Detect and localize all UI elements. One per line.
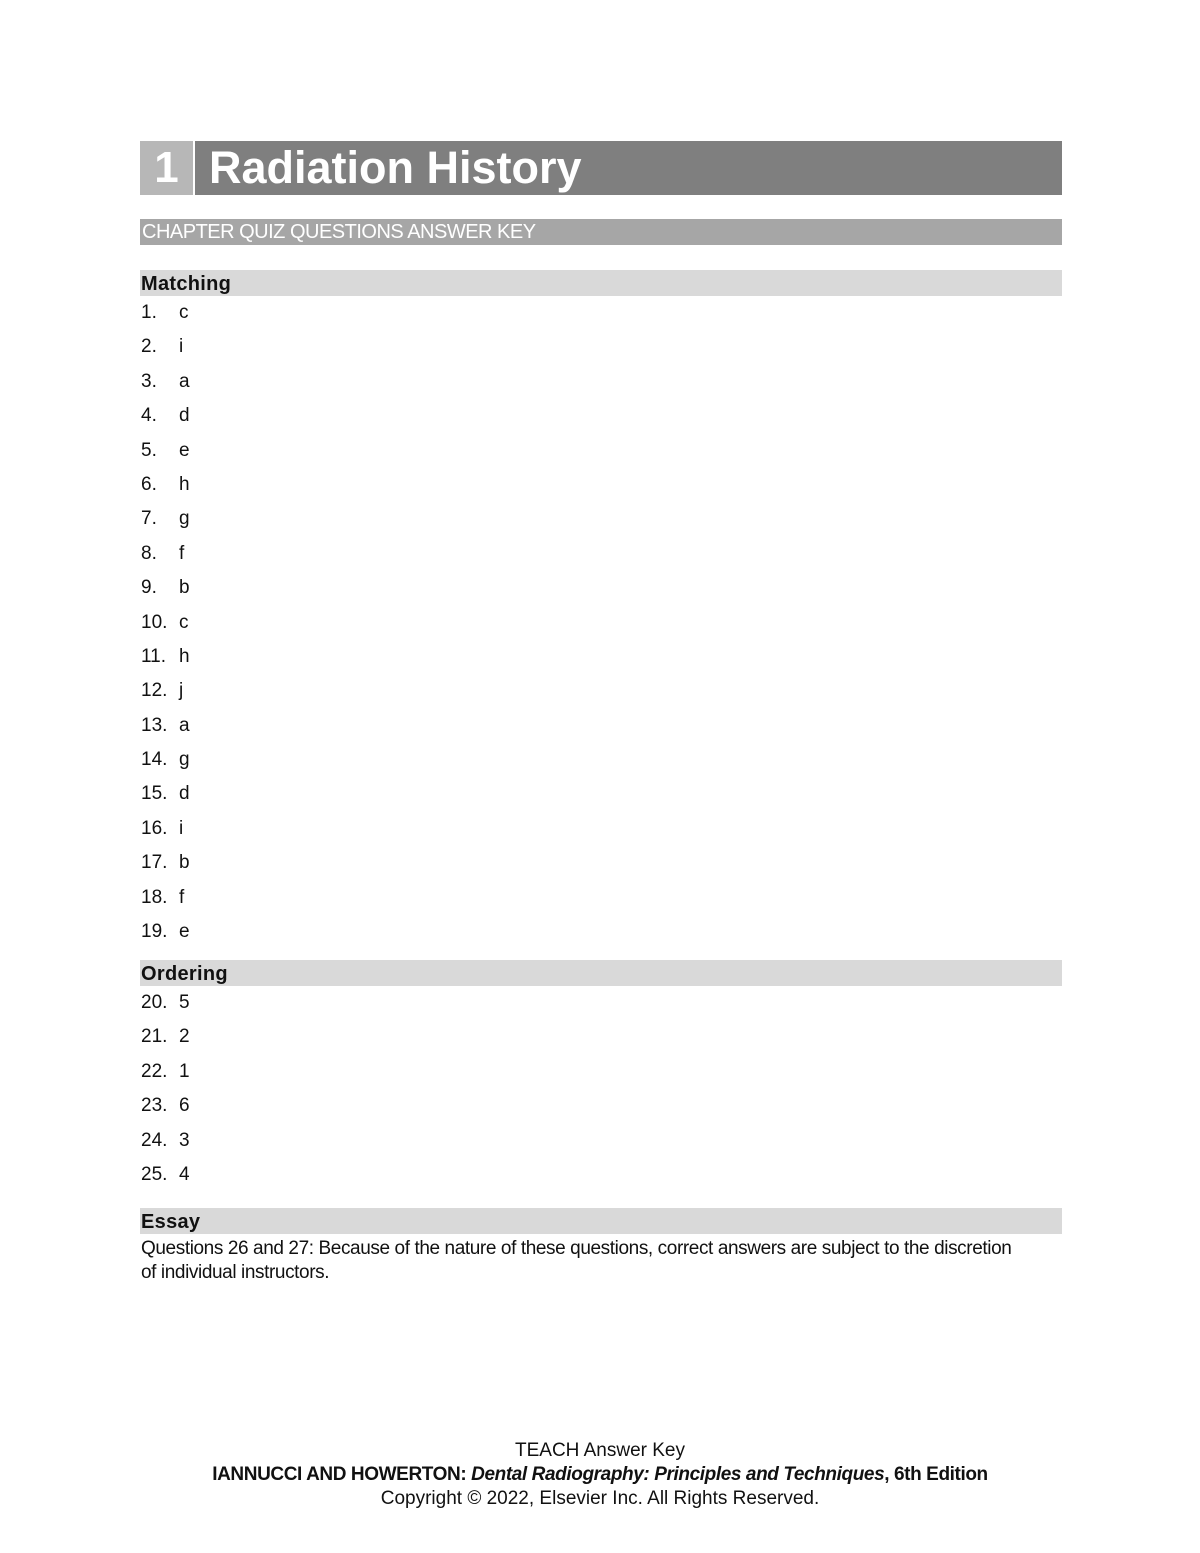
question-number: 9. <box>141 577 157 599</box>
matching-answer-item <box>140 468 1062 502</box>
essay-section <box>140 1208 1062 1285</box>
answer-value: d <box>179 783 190 805</box>
answer-key-subheader: CHAPTER QUIZ QUESTIONS ANSWER KEY <box>140 219 1062 245</box>
ordering-section <box>140 960 1062 1192</box>
matching-answer-item <box>140 296 1062 330</box>
footer-answer-key-label: TEACH Answer Key <box>515 1440 685 1461</box>
answer-value: 4 <box>179 1163 190 1185</box>
matching-answer-item <box>140 881 1062 915</box>
question-number: 24. <box>141 1129 168 1151</box>
answer-value: 3 <box>179 1129 190 1151</box>
question-number: 15. <box>141 783 168 805</box>
answer-value: a <box>179 714 190 736</box>
question-number: 10. <box>141 611 168 633</box>
question-number: 18. <box>141 886 168 908</box>
answer-value: b <box>179 852 190 874</box>
answer-value: 1 <box>179 1060 190 1082</box>
question-number: 4. <box>141 405 157 427</box>
footer-book-citation <box>0 1463 1200 1487</box>
question-number: 11. <box>141 645 167 667</box>
answer-value: h <box>179 645 190 667</box>
chapter-title: Radiation History <box>195 141 1062 195</box>
question-number: 13. <box>141 714 168 736</box>
question-number: 12. <box>141 680 168 702</box>
matching-answer-item <box>140 502 1062 536</box>
ordering-heading: Ordering <box>140 960 1062 986</box>
question-number: 16. <box>141 817 168 839</box>
answer-value: e <box>179 439 190 461</box>
footer-edition: , 6th Edition <box>884 1464 988 1485</box>
question-number: 3. <box>141 370 157 392</box>
footer-authors: IANNUCCI AND HOWERTON: <box>212 1464 472 1485</box>
answer-value: 6 <box>179 1095 190 1117</box>
matching-section <box>140 270 1062 949</box>
essay-heading: Essay <box>140 1208 1062 1234</box>
matching-answer-item <box>140 846 1062 880</box>
question-number: 8. <box>141 542 157 564</box>
chapter-number: 1 <box>140 141 193 195</box>
answer-value: a <box>179 370 190 392</box>
matching-answer-item <box>140 365 1062 399</box>
answer-value: 2 <box>179 1026 190 1048</box>
matching-answer-item <box>140 812 1062 846</box>
answer-value: h <box>179 473 190 495</box>
question-number: 2. <box>141 336 157 358</box>
matching-answer-item <box>140 434 1062 468</box>
answer-value: c <box>179 611 189 633</box>
question-number: 23. <box>141 1095 168 1117</box>
question-number: 6. <box>141 473 157 495</box>
ordering-answer-item <box>140 1055 1062 1089</box>
question-number: 1. <box>141 302 157 323</box>
matching-answer-item <box>140 640 1062 674</box>
ordering-answer-list <box>140 986 1062 1192</box>
matching-answer-item <box>140 674 1062 708</box>
ordering-answer-item <box>140 986 1062 1020</box>
answer-value: i <box>179 817 184 839</box>
ordering-answer-item <box>140 1158 1062 1192</box>
matching-answer-item <box>140 709 1062 743</box>
matching-answer-item <box>140 777 1062 811</box>
ordering-answer-item <box>140 1089 1062 1123</box>
question-number: 7. <box>141 508 157 530</box>
answer-value: j <box>179 680 184 702</box>
matching-answer-item <box>140 537 1062 571</box>
matching-answer-item <box>140 743 1062 777</box>
answer-value: d <box>179 405 190 427</box>
matching-answer-item <box>140 330 1062 364</box>
matching-answer-item <box>140 915 1062 949</box>
ordering-answer-item <box>140 1124 1062 1158</box>
question-number: 21. <box>141 1026 168 1048</box>
question-number: 25. <box>141 1163 168 1185</box>
question-number: 19. <box>141 921 168 943</box>
footer-book-title: Dental Radiography: Principles and Techniques <box>471 1464 885 1485</box>
chapter-header <box>140 141 1062 195</box>
answer-value: 5 <box>179 992 190 1013</box>
matching-answer-list <box>140 296 1062 949</box>
answer-value: e <box>179 921 190 943</box>
question-number: 5. <box>141 439 157 461</box>
answer-value: g <box>179 749 190 771</box>
footer-copyright: Copyright © 2022, Elsevier Inc. All Rights Reserved. <box>380 1488 820 1509</box>
question-number: 14. <box>141 749 168 771</box>
answer-value: f <box>179 886 185 908</box>
matching-heading: Matching <box>140 270 1062 296</box>
answer-value: b <box>179 577 190 599</box>
matching-answer-item <box>140 399 1062 433</box>
answer-value: i <box>179 336 184 358</box>
question-number: 22. <box>141 1060 168 1082</box>
page-footer <box>0 1439 1200 1511</box>
essay-note: Questions 26 and 27: Because of the nature of these questions, correct answers are subject to the discretion of individual instructors. <box>141 1238 1012 1283</box>
answer-value: c <box>179 302 189 323</box>
matching-answer-item <box>140 606 1062 640</box>
answer-value: g <box>179 508 190 530</box>
ordering-answer-item <box>140 1020 1062 1054</box>
answer-value: f <box>179 542 185 564</box>
question-number: 20. <box>141 992 168 1013</box>
matching-answer-item <box>140 571 1062 605</box>
question-number: 17. <box>141 852 168 874</box>
